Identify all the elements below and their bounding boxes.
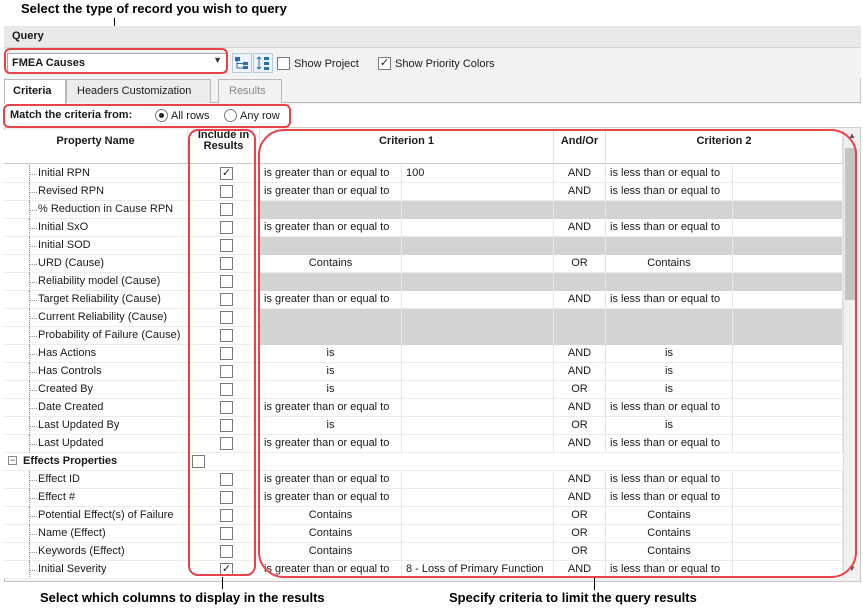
- query-header-label: Query: [12, 30, 44, 42]
- criterion2-operator[interactable]: is less than or equal to: [606, 399, 733, 417]
- criterion2-operator[interactable]: is less than or equal to: [606, 183, 733, 201]
- criterion1-operator[interactable]: is: [260, 363, 402, 381]
- show-priority-label: Show Priority Colors: [395, 58, 495, 70]
- property-name: Date Created: [38, 401, 104, 413]
- tab-criteria[interactable]: Criteria: [4, 79, 66, 104]
- andor-operator[interactable]: OR: [554, 255, 606, 273]
- property-name: Effect ID: [38, 473, 80, 485]
- property-name: Revised RPN: [38, 185, 105, 197]
- tree-branch: [29, 552, 37, 553]
- col-header-criterion2: Criterion 2: [606, 130, 843, 164]
- criterion2-operator[interactable]: is less than or equal to: [606, 561, 733, 578]
- collapse-tree-icon[interactable]: [253, 53, 273, 73]
- criterion1-operator[interactable]: is greater than or equal to: [260, 399, 402, 417]
- andor-operator[interactable]: OR: [554, 417, 606, 435]
- criterion1-operator[interactable]: is: [260, 417, 402, 435]
- criterion2-operator[interactable]: is less than or equal to: [606, 435, 733, 453]
- criterion2-operator[interactable]: is: [606, 345, 733, 363]
- show-project-label: Show Project: [294, 58, 359, 70]
- col-header-criterion1: Criterion 1: [260, 130, 554, 164]
- property-name: Keywords (Effect): [38, 545, 125, 557]
- property-name: Created By: [38, 383, 94, 395]
- property-name: Current Reliability (Cause): [38, 311, 167, 323]
- tree-branch: [29, 174, 37, 175]
- criterion1-operator[interactable]: is greater than or equal to: [260, 165, 402, 183]
- criterion1-operator[interactable]: is greater than or equal to: [260, 489, 402, 507]
- include-checkbox[interactable]: ✓: [221, 167, 232, 179]
- tab-headers-customization[interactable]: Headers Customization: [66, 79, 211, 103]
- callout-record-type: Select the type of record you wish to query: [21, 1, 287, 16]
- tree-branch: [29, 498, 37, 499]
- callout-line-right: [594, 578, 595, 590]
- andor-operator[interactable]: AND: [554, 165, 606, 183]
- criterion1-operator[interactable]: is greater than or equal to: [260, 435, 402, 453]
- property-name: Has Actions: [38, 347, 97, 359]
- chevron-down-icon: ▼: [213, 55, 222, 65]
- tree-branch: [29, 300, 37, 301]
- criterion2-operator[interactable]: Contains: [606, 507, 733, 525]
- tree-branch: [29, 570, 37, 571]
- tree-branch: [29, 246, 37, 247]
- andor-operator[interactable]: OR: [554, 525, 606, 543]
- tree-branch: [29, 282, 37, 283]
- property-name: Probability of Failure (Cause): [38, 329, 181, 341]
- andor-operator[interactable]: AND: [554, 363, 606, 381]
- highlight-match: [3, 104, 291, 128]
- property-name: Initial RPN: [38, 167, 90, 179]
- property-name: Effect #: [38, 491, 76, 503]
- criterion1-operator[interactable]: Contains: [260, 543, 402, 561]
- andor-operator[interactable]: OR: [554, 381, 606, 399]
- property-name: Name (Effect): [38, 527, 106, 539]
- col-header-include: Include in Results: [188, 130, 260, 164]
- tree-branch: [29, 354, 37, 355]
- tree-branch: [29, 228, 37, 229]
- criterion1-operator[interactable]: is greater than or equal to: [260, 471, 402, 489]
- criterion2-operator[interactable]: Contains: [606, 525, 733, 543]
- andor-operator[interactable]: OR: [554, 507, 606, 525]
- criterion1-operator[interactable]: Contains: [260, 255, 402, 273]
- expand-tree-icon[interactable]: [232, 53, 252, 73]
- property-name: Initial Severity: [38, 563, 107, 575]
- property-name: % Reduction in Cause RPN: [38, 203, 174, 215]
- criterion1-operator[interactable]: is greater than or equal to: [260, 561, 402, 578]
- tree-branch: [29, 516, 37, 517]
- tree-branch: [29, 408, 37, 409]
- tree-branch: [29, 534, 37, 535]
- property-name: Last Updated By: [38, 419, 120, 431]
- property-name: Effects Properties: [23, 455, 118, 467]
- tree-branch: [29, 210, 37, 211]
- criterion1-operator[interactable]: is greater than or equal to: [260, 183, 402, 201]
- criterion2-operator[interactable]: is less than or equal to: [606, 165, 733, 183]
- property-name: Initial SOD: [38, 239, 91, 251]
- col-header-property: Property Name: [4, 130, 188, 164]
- criterion2-operator[interactable]: is: [606, 381, 733, 399]
- tree-branch: [29, 336, 37, 337]
- tree-branch: [29, 480, 37, 481]
- andor-operator[interactable]: OR: [554, 543, 606, 561]
- tree-branch: [29, 444, 37, 445]
- match-label: Match the criteria from:: [10, 109, 133, 121]
- record-type-value: FMEA Causes: [12, 57, 85, 69]
- highlight-record-type: [4, 48, 228, 74]
- any-row-label: Any row: [240, 110, 280, 122]
- tree-branch: [29, 264, 37, 265]
- tree-branch: [29, 192, 37, 193]
- tree-branch: [29, 318, 37, 319]
- scroll-down-icon[interactable]: ▼: [848, 564, 856, 573]
- tree-branch: [29, 390, 37, 391]
- property-name: URD (Cause): [38, 257, 105, 269]
- property-name: Has Controls: [38, 365, 102, 377]
- tree-branch: [29, 372, 37, 373]
- criterion1-operator[interactable]: is: [260, 345, 402, 363]
- callout-include-columns: Select which columns to display in the results: [40, 590, 325, 605]
- criterion1-value[interactable]: 100: [402, 165, 554, 183]
- query-header: [4, 26, 861, 48]
- andor-operator[interactable]: AND: [554, 291, 606, 309]
- criterion2-operator[interactable]: is less than or equal to: [606, 291, 733, 309]
- andor-operator[interactable]: AND: [554, 561, 606, 578]
- andor-operator[interactable]: AND: [554, 489, 606, 507]
- criterion1-operator[interactable]: is greater than or equal to: [260, 291, 402, 309]
- property-name: Reliability model (Cause): [38, 275, 161, 287]
- tree-branch: [29, 426, 37, 427]
- criterion2-operator[interactable]: is less than or equal to: [606, 471, 733, 489]
- criterion1-operator[interactable]: Contains: [260, 507, 402, 525]
- highlight-include-column: [188, 129, 256, 576]
- criterion1-operator[interactable]: is: [260, 381, 402, 399]
- andor-operator[interactable]: AND: [554, 399, 606, 417]
- property-name: Potential Effect(s) of Failure: [38, 509, 174, 521]
- criterion1-value[interactable]: 8 - Loss of Primary Function: [402, 561, 554, 578]
- property-name: Target Reliability (Cause): [38, 293, 161, 305]
- andor-operator[interactable]: AND: [554, 435, 606, 453]
- andor-operator[interactable]: AND: [554, 183, 606, 201]
- criterion1-operator[interactable]: Contains: [260, 525, 402, 543]
- tab-results[interactable]: Results: [218, 79, 282, 103]
- criterion1-operator[interactable]: is greater than or equal to: [260, 219, 402, 237]
- andor-operator[interactable]: AND: [554, 345, 606, 363]
- show-project-checkbox[interactable]: [277, 57, 290, 70]
- scroll-up-icon[interactable]: ▲: [848, 131, 856, 140]
- criterion2-operator[interactable]: Contains: [606, 255, 733, 273]
- andor-operator[interactable]: AND: [554, 471, 606, 489]
- criterion2-operator[interactable]: is: [606, 417, 733, 435]
- col-header-andor: And/Or: [554, 130, 606, 164]
- all-rows-label: All rows: [171, 110, 210, 122]
- callout-line-left: [222, 577, 223, 589]
- include-checkbox[interactable]: ✓: [221, 563, 232, 575]
- criterion2-operator[interactable]: Contains: [606, 543, 733, 561]
- property-name: Last Updated: [38, 437, 104, 449]
- highlight-criteria-columns: [258, 129, 857, 578]
- andor-operator[interactable]: AND: [554, 219, 606, 237]
- callout-criteria: Specify criteria to limit the query results: [449, 590, 697, 605]
- collapse-toggle-icon[interactable]: −: [9, 455, 16, 465]
- criterion2-operator[interactable]: is less than or equal to: [606, 489, 733, 507]
- criterion2-operator[interactable]: is: [606, 363, 733, 381]
- show-priority-checkbox[interactable]: ✓: [379, 57, 390, 69]
- tab-strip: [4, 79, 861, 103]
- criterion2-operator[interactable]: is less than or equal to: [606, 219, 733, 237]
- property-name: Initial SxO: [38, 221, 89, 233]
